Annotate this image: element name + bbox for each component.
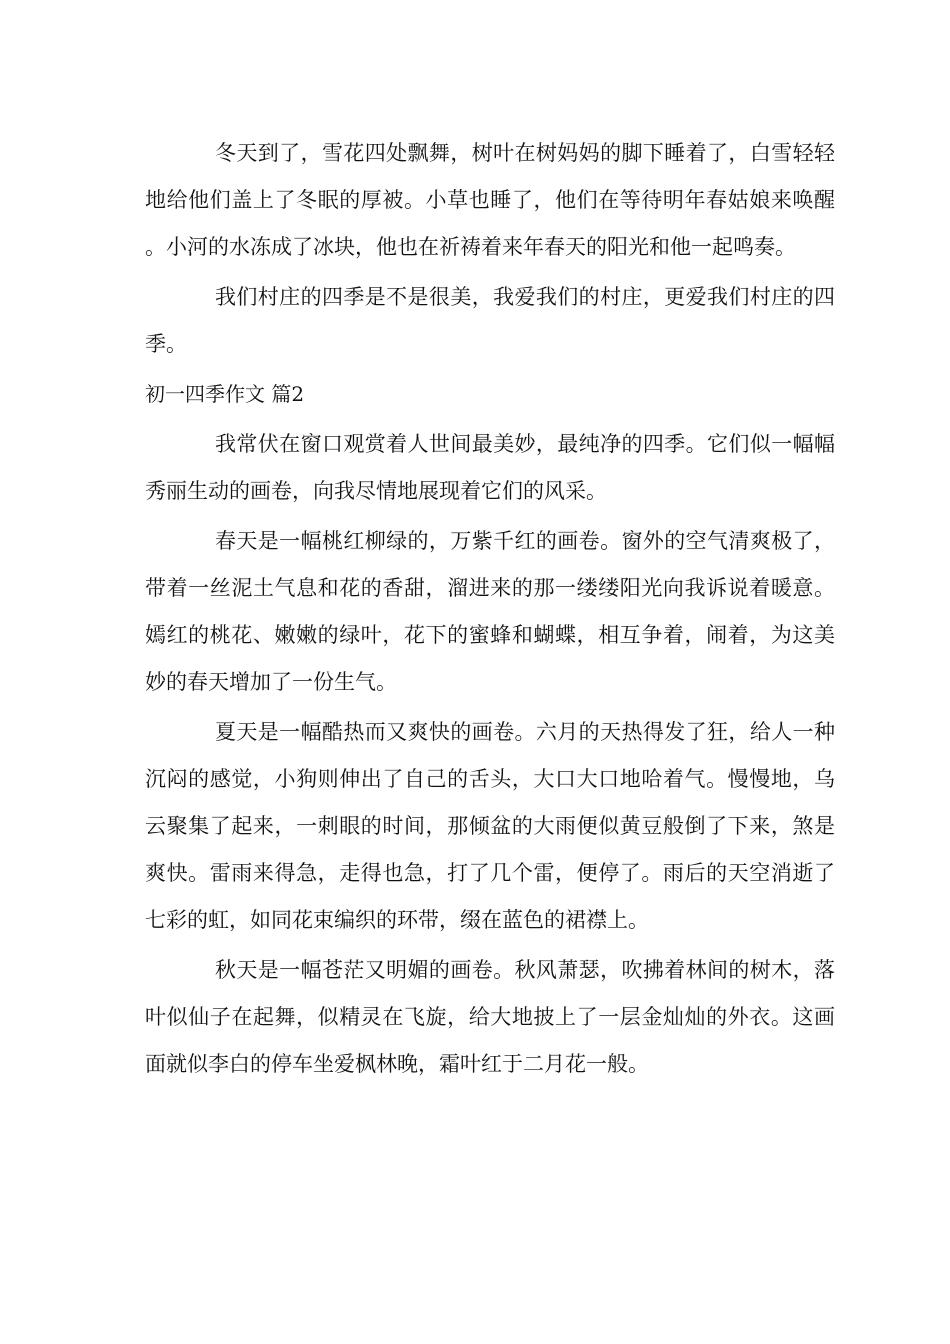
paragraph-spring: 春天是一幅桃红柳绿的，万紫千红的画卷。窗外的空气清爽极了，带着一丝泥土气息和花的香甜，溜进来的那一缕缕阳光向我诉说着暖意。嫣红的桃花、嫩嫩的绿叶，花下的蜜蜂和蝴蝶，相互争着，闹着，为这美妙的春天增加了一份生气。 xyxy=(145,529,835,694)
paragraph-intro: 我常伏在窗口观赏着人世间最美妙，最纯净的四季。它们似一幅幅秀丽生动的画卷，向我尽情地展现着它们的风采。 xyxy=(145,432,835,503)
document-body xyxy=(145,130,835,1091)
paragraph-autumn: 秋天是一幅苍茫又明媚的画卷。秋风萧瑟，吹拂着林间的树木，落叶似仙子在起舞，似精灵在飞旋，给大地披上了一层金灿灿的外衣。这画面就似李白的停车坐爱枫林晚，霜叶红于二月花一般。 xyxy=(145,958,835,1076)
paragraph-summer: 夏天是一幅酷热而又爽快的画卷。六月的天热得发了狂，给人一种沉闷的感觉，小狗则伸出了自己的舌头，大口大口地哈着气。慢慢地，乌云聚集了起来，一刺眼的时间，那倾盆的大雨便似黄豆般倒了下来，煞是爽快。雷雨来得急，走得也急，打了几个雷，便停了。雨后的天空消逝了七彩的虹，如同花束编织的环带，缀在蓝色的裙襟上。 xyxy=(145,720,835,932)
paragraph-village-seasons: 我们村庄的四季是不是很美，我爱我们的村庄，更爱我们村庄的四季。 xyxy=(145,285,835,356)
section-heading: 初一四季作文 篇2 xyxy=(145,382,305,406)
paragraph-winter: 冬天到了，雪花四处飘舞，树叶在树妈妈的脚下睡着了，白雪轻轻地给他们盖上了冬眠的厚被。小草也睡了，他们在等待明年春姑娘来唤醒。小河的水冻成了冰块，他也在祈祷着来年春天的阳光和他一起鸣奏。 xyxy=(145,141,835,259)
